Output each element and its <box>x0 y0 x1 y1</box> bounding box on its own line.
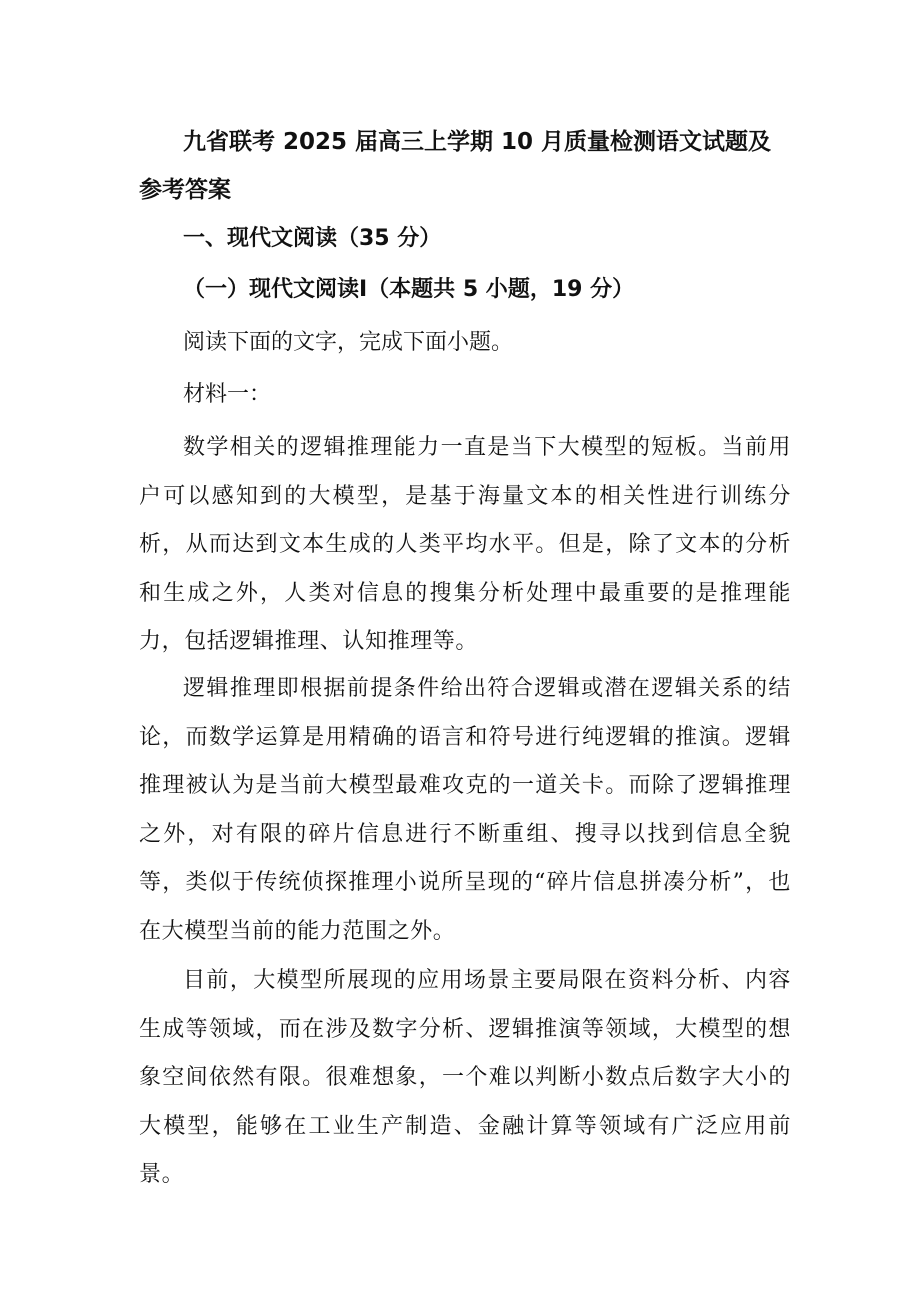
reading-instruction: 阅读下面的文字，完成下面小题。 <box>183 330 514 355</box>
subsection-heading: （一）现代文阅读Ⅰ（本题共 5 小题，19 分） <box>183 277 635 302</box>
paragraph: 目前，大模型所展现的应用场景主要局限在资料分析、内容生成等领域，而在涉及数字分析、逻辑推演等领域，大模型的想象空间依然有限。很难想象，一个难以判断小数点后数字大小的大模型，能够在工业生产制造、金融计算等领域有广泛应用前景。 <box>139 968 791 1188</box>
section-heading: 一、现代文阅读（35 分） <box>183 226 442 251</box>
paragraph: 逻辑推理即根据前提条件给出符合逻辑或潜在逻辑关系的结论，而数学运算是用精确的语言和符号进行纯逻辑的推演。逻辑推理被认为是当前大模型最难攻克的一道关卡。而除了逻辑推理之外，对有限的碎片信息进行不断重组、搜寻以找到信息全貌等，类似于传统侦探推理小说所呈现的“碎片信息拼凑分析”，也在大模型当前的能力范围之外。 <box>139 676 791 944</box>
paragraph: 数学相关的逻辑推理能力一直是当下大模型的短板。当前用户可以感知到的大模型，是基于海量文本的相关性进行训练分析，从而达到文本生成的人类平均水平。但是，除了文本的分析和生成之外，人类对信息的搜集分析处理中最重要的是推理能力，包括逻辑推理、认知推理等。 <box>139 435 791 655</box>
document-title: 九省联考 2025 届高三上学期 10 月质量检测语文试题及参考答案 <box>139 129 772 203</box>
material-label: 材料一： <box>183 382 272 407</box>
